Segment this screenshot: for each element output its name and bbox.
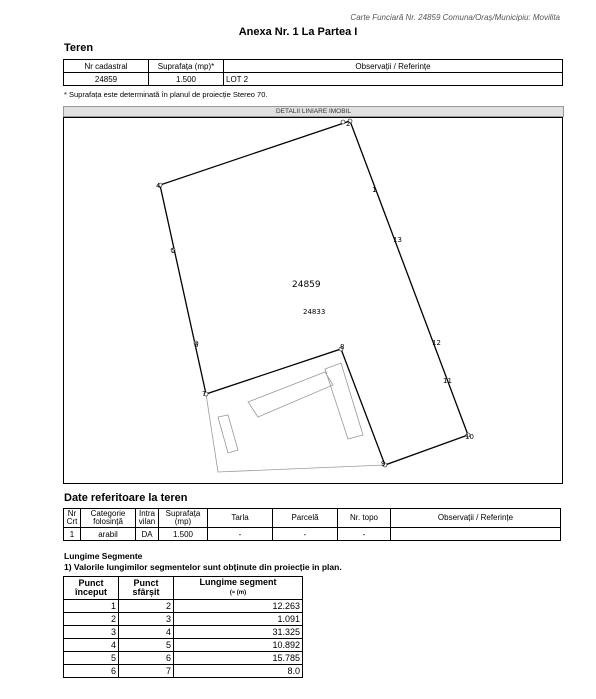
cell-len: 31.325 xyxy=(174,626,303,639)
boundary-points xyxy=(158,119,470,467)
table-row xyxy=(64,652,303,665)
building-1 xyxy=(248,372,333,417)
table-row xyxy=(64,73,563,86)
cell-len: 1.091 xyxy=(174,613,303,626)
carte-funciara-header: Carte Funciară Nr. 24859 Comuna/Oraș/Municipiu: Movilita xyxy=(350,13,560,22)
parcel-outline xyxy=(160,121,468,465)
cell-tarla: - xyxy=(208,528,273,541)
table-row xyxy=(64,626,303,639)
drawing-frame xyxy=(64,118,563,484)
cell-end: 7 xyxy=(119,665,174,678)
col-parcela: Parcelă xyxy=(273,509,338,528)
table-row xyxy=(64,600,303,613)
col-suprafata: Suprafața (mp)* xyxy=(149,60,224,73)
date-ref-table xyxy=(63,508,561,541)
cell-end: 2 xyxy=(119,600,174,613)
cell-end: 6 xyxy=(119,652,174,665)
parcel-drawing xyxy=(63,117,563,484)
neighbor-lines xyxy=(206,363,385,472)
col-intravilan: Intra vilan xyxy=(136,509,159,528)
point-label-8: 8 xyxy=(340,343,345,351)
page-title: Anexa Nr. 1 La Partea I xyxy=(238,26,358,38)
point-label-2: 2 xyxy=(346,120,351,128)
table-row xyxy=(64,665,303,678)
cell-end: 4 xyxy=(119,626,174,639)
col-lungime-label: Lungime segment xyxy=(199,577,277,587)
col-lungime xyxy=(174,577,303,600)
lungime-title: Lungime Segmente xyxy=(64,551,143,561)
cell-cadastral: 24859 xyxy=(64,73,149,86)
cell-len: 15.785 xyxy=(174,652,303,665)
col-observatii-ref: Observații / Referințe xyxy=(391,509,561,528)
point-label-9: 9 xyxy=(381,460,386,468)
col-tarla: Tarla xyxy=(208,509,273,528)
cell-len: 12.263 xyxy=(174,600,303,613)
cell-suprafata-ref: 1.500 xyxy=(159,528,208,541)
cell-start: 2 xyxy=(64,613,119,626)
point-label-10: 10 xyxy=(465,433,474,441)
cell-start: 5 xyxy=(64,652,119,665)
detalii-header: DETALII LINIARE IMOBIL xyxy=(63,106,564,117)
cell-end: 5 xyxy=(119,639,174,652)
table-row xyxy=(64,528,561,541)
lot-number-label: 24859 xyxy=(292,280,321,290)
cell-parcela: - xyxy=(273,528,338,541)
col-nr-crt: Nr Crt xyxy=(64,509,81,528)
table-row xyxy=(64,613,303,626)
col-suprafata-mp: Suprafața (mp) xyxy=(159,509,208,528)
parcel-boundary xyxy=(160,121,468,465)
cell-nr: 1 xyxy=(64,528,81,541)
teren-table xyxy=(63,59,563,86)
cell-len: 10.892 xyxy=(174,639,303,652)
point-label-1: 1 xyxy=(372,186,377,194)
date-ref-title: Date referitoare la teren xyxy=(64,492,188,504)
cell-observatii: LOT 2 xyxy=(224,73,563,86)
cell-intravilan: DA xyxy=(136,528,159,541)
col-observatii: Observații / Referințe xyxy=(224,60,563,73)
point-label-7: 7 xyxy=(202,390,207,398)
table-row xyxy=(64,639,303,652)
suprafata-note: * Suprafața este determinată în planul de proiecție Stereo 70. xyxy=(64,90,268,99)
col-nr-topo: Nr. topo xyxy=(338,509,391,528)
cell-categorie: arabil xyxy=(81,528,136,541)
col-lungime-unit: (≈ (m) xyxy=(229,590,247,596)
col-punct-sfarsit: Punct sfârșit xyxy=(119,577,174,600)
building-3 xyxy=(218,415,238,453)
col-categorie: Categorie folosință xyxy=(81,509,136,528)
point-label-6: 6 xyxy=(194,341,199,349)
point-label-11: 11 xyxy=(443,377,452,385)
point-marker-2 xyxy=(341,120,345,124)
cell-start: 4 xyxy=(64,639,119,652)
point-label-5: 5 xyxy=(171,247,176,255)
col-punct-inceput: Punct început xyxy=(64,577,119,600)
point-label-12: 12 xyxy=(432,339,441,347)
teren-title: Teren xyxy=(64,42,94,54)
lungime-table xyxy=(63,576,303,678)
cell-start: 1 xyxy=(64,600,119,613)
cell-len: 8.0 xyxy=(174,665,303,678)
lungime-subtitle: 1) Valorile lungimilor segmentelor sunt obținute din proiecție in plan. xyxy=(64,562,342,572)
cell-start: 6 xyxy=(64,665,119,678)
cell-obs-ref xyxy=(391,528,561,541)
building-2 xyxy=(325,363,363,439)
col-nr-cadastral: Nr cadastral xyxy=(64,60,149,73)
cell-start: 3 xyxy=(64,626,119,639)
point-label-13: 13 xyxy=(393,236,402,244)
neighbor-number-label: 24833 xyxy=(303,308,326,316)
cell-suprafata: 1.500 xyxy=(149,73,224,86)
cell-topo: - xyxy=(338,528,391,541)
point-label-4: 4 xyxy=(156,182,161,190)
cell-end: 3 xyxy=(119,613,174,626)
